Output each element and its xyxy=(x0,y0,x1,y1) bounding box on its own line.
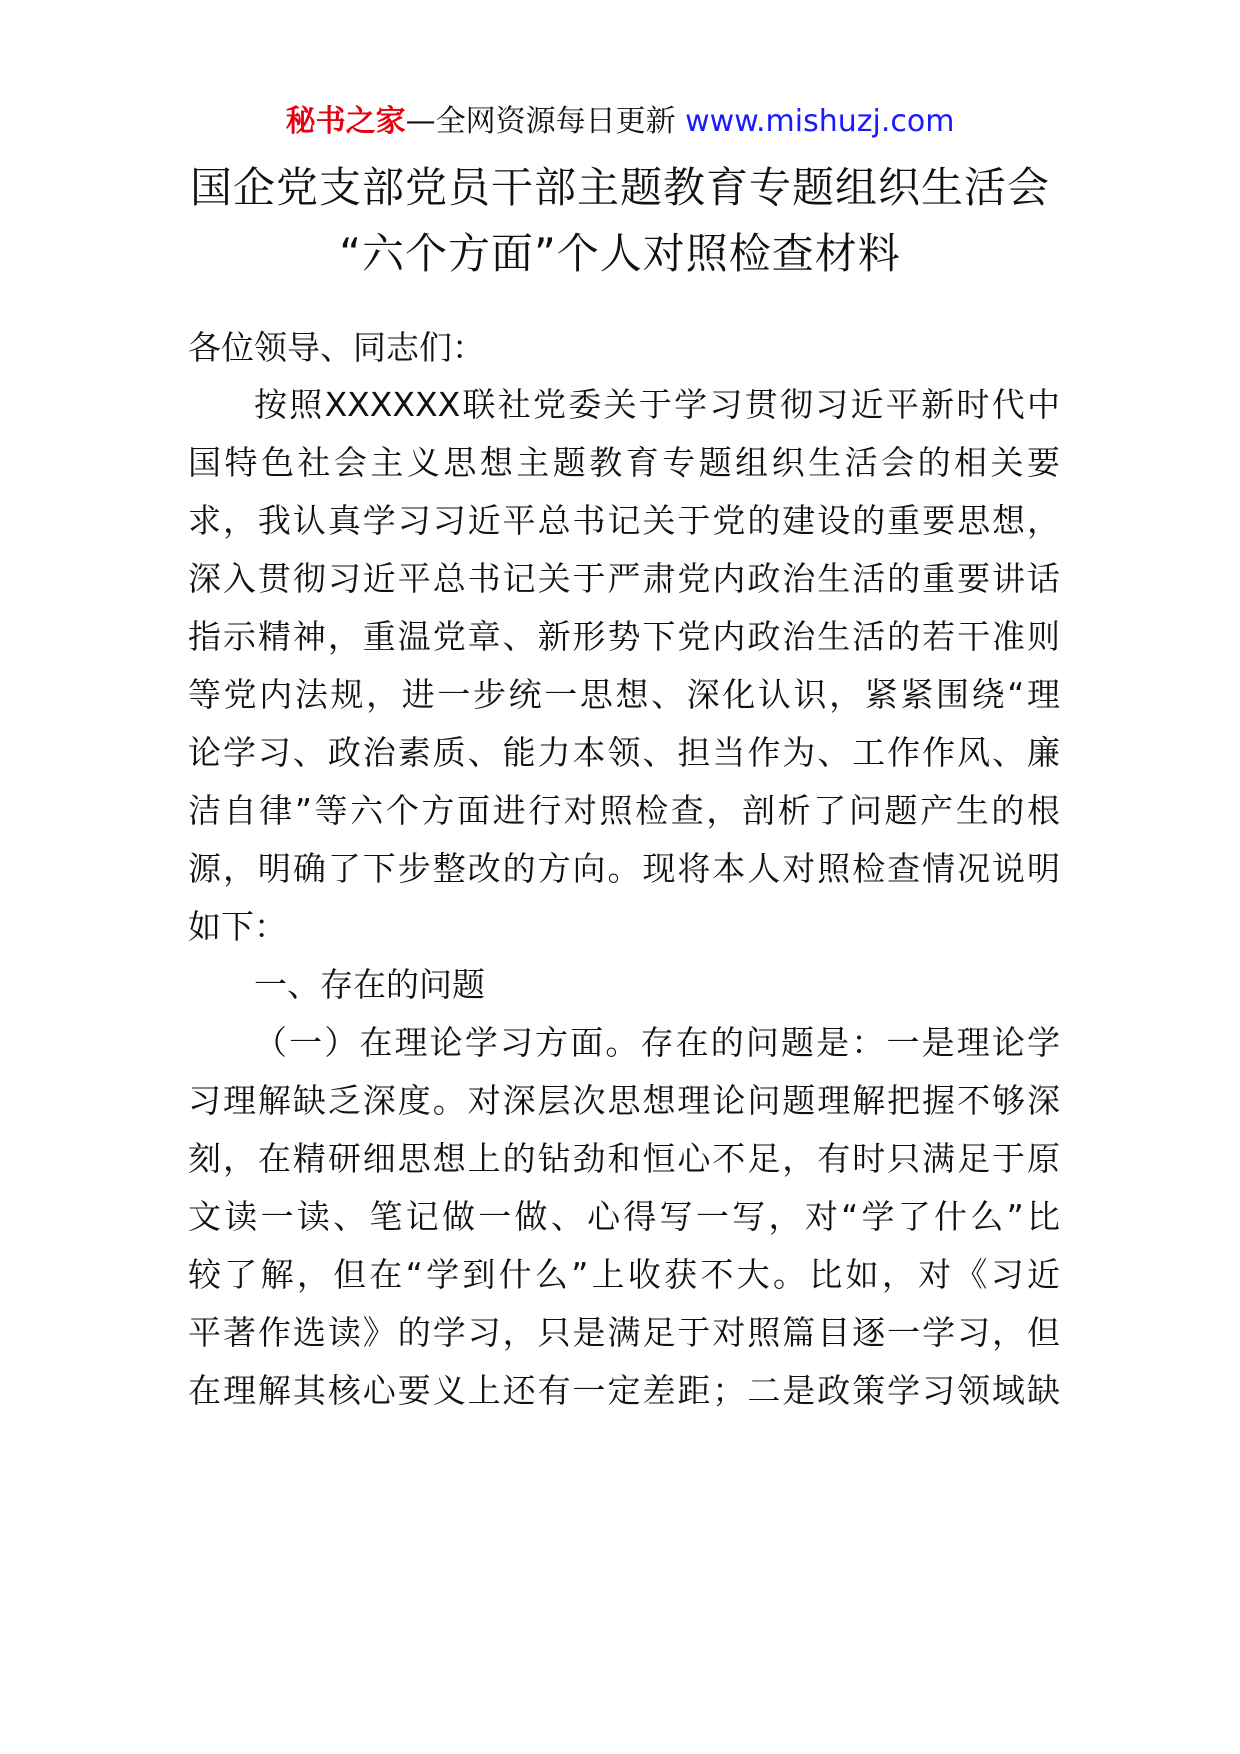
body-line: 较了解，但在“学到什么”上收获不大。比如，对《习近 xyxy=(188,1255,1060,1294)
document-title-line-1: 国企党支部党员干部主题教育专题组织生活会 xyxy=(189,163,1050,212)
body-line: 文读一读、笔记做一做、心得写一写，对“学了什么”比 xyxy=(188,1197,1060,1236)
body-line: 国特色社会主义思想主题教育专题组织生活会的相关要 xyxy=(188,443,1060,482)
body-line: （一）在理论学习方面。存在的问题是：一是理论学 xyxy=(254,1023,1060,1062)
body-line: 如下： xyxy=(188,907,287,946)
section-heading: 一、存在的问题 xyxy=(254,965,485,1004)
site-header xyxy=(0,102,1240,142)
body-line: 习理解缺乏深度。对深层次思想理论问题理解把握不够深 xyxy=(188,1081,1060,1120)
body-line: 深入贯彻习近平总书记关于严肃党内政治生活的重要讲话 xyxy=(188,559,1060,598)
body-line: 求，我认真学习习近平总书记关于党的建设的重要思想， xyxy=(188,501,1060,540)
body-line: 等党内法规，进一步统一思想、深化认识，紧紧围绕“理 xyxy=(188,675,1060,714)
body-line: 平著作选读》的学习，只是满足于对照篇目逐一学习，但 xyxy=(188,1313,1060,1352)
salutation: 各位领导、同志们： xyxy=(188,328,485,367)
site-url-link[interactable]: www.mishuzj.com xyxy=(685,104,955,139)
body-line: 论学习、政治素质、能力本领、担当作为、工作作风、廉 xyxy=(188,733,1060,772)
body-line: 在理解其核心要义上还有一定差距；二是政策学习领域缺 xyxy=(188,1371,1060,1410)
body-line: 指示精神，重温党章、新形势下党内政治生活的若干准则 xyxy=(188,617,1060,656)
body-line: 洁自律”等六个方面进行对照检查，剖析了问题产生的根 xyxy=(188,791,1060,830)
body-line: 刻，在精研细思想上的钻劲和恒心不足，有时只满足于原 xyxy=(188,1139,1060,1178)
brand-name: 秘书之家 xyxy=(285,104,406,139)
document-title-line-2: “六个方面”个人对照检查材料 xyxy=(339,229,901,278)
body-line: 按照XXXXXX联社党委关于学习贯彻习近平新时代中 xyxy=(254,385,1060,424)
header-slogan: —全网资源每日更新 xyxy=(405,104,686,139)
body-line: 源，明确了下步整改的方向。现将本人对照检查情况说明 xyxy=(188,849,1060,888)
